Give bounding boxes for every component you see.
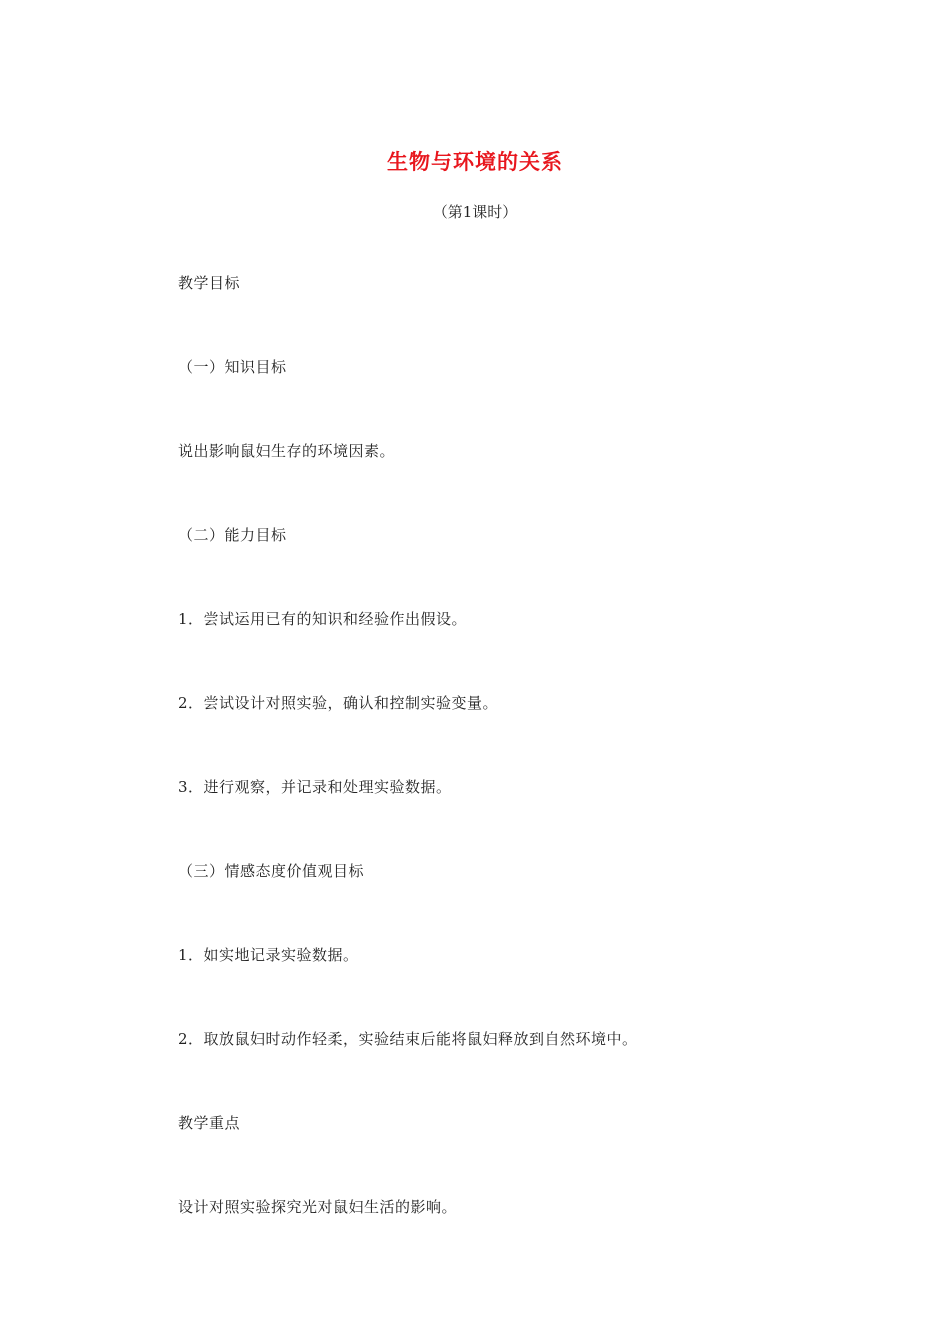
list-item: 1．如实地记录实验数据。 bbox=[178, 946, 359, 964]
list-item: 1．尝试运用已有的知识和经验作出假设。 bbox=[178, 610, 468, 628]
subheading-ability-goals: （二）能力目标 bbox=[178, 526, 287, 544]
document-subtitle: （第1课时） bbox=[432, 203, 518, 221]
document-title: 生物与环境的关系 bbox=[387, 149, 563, 174]
subheading-attitude-goals: （三）情感态度价值观目标 bbox=[178, 862, 365, 880]
section-heading-teaching-focus: 教学重点 bbox=[178, 1114, 241, 1132]
section-heading-teaching-goals: 教学目标 bbox=[178, 274, 241, 292]
list-item: 3．进行观察，并记录和处理实验数据。 bbox=[178, 778, 452, 796]
list-item: 2．尝试设计对照实验，确认和控制实验变量。 bbox=[178, 694, 499, 712]
paragraph: 说出影响鼠妇生存的环境因素。 bbox=[178, 442, 396, 460]
subheading-knowledge-goals: （一）知识目标 bbox=[178, 358, 287, 376]
list-item: 2．取放鼠妇时动作轻柔，实验结束后能将鼠妇释放到自然环境中。 bbox=[178, 1030, 638, 1048]
paragraph: 设计对照实验探究光对鼠妇生活的影响。 bbox=[178, 1198, 458, 1216]
